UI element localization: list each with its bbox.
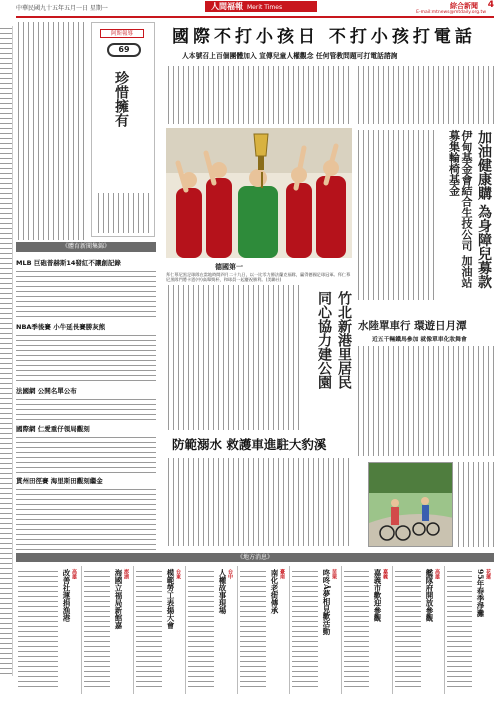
brief-tennis (16, 424, 156, 474)
header-rule (16, 16, 494, 18)
local-title: 嘉義市歡迎參觀 (373, 569, 382, 622)
local-title: 海國立福局新館嘉 (114, 569, 123, 629)
photo-note: 拜仁慕尼黑足球隊在當地時間四月二十九日，以一比零力勝法蘭克福隊，贏得德國足球冠軍。拜仁慕尼黑隊門將卡恩(中)高舉獎杯，和球員一起慶祝勝利。(美聯社) (166, 272, 351, 282)
page-number: 4 (487, 0, 494, 10)
local-item (393, 565, 443, 695)
lead-subheadline: 人本號召上百個團體加入 宣傳兒童人權觀念 任何管教問題可打電話諮詢 (182, 52, 398, 60)
bike-article-body-2 (456, 462, 494, 547)
local-item (290, 565, 340, 695)
local-body (447, 569, 472, 691)
brief-headline: NBA季後賽 小牛延長賽勝灰熊 (16, 323, 106, 331)
local-item (186, 565, 236, 695)
local-item (445, 565, 494, 695)
masthead (205, 1, 317, 12)
brief-body (16, 397, 156, 423)
local-item (238, 565, 288, 695)
divider (392, 566, 393, 694)
bike-subheadline: 近五千輛鐵馬參加 就像單車化妝舞會 (372, 337, 467, 343)
local-body (84, 569, 110, 691)
park-headline-2: 同心協力建公園 (316, 291, 332, 389)
sports-section-bar: 《體育新聞集錦》 (16, 242, 156, 252)
charity-article-body (356, 130, 436, 300)
local-tag: 台中 (227, 569, 233, 579)
contact-email: E-mail:mtnews@mtdaily.org.tw (416, 10, 486, 15)
park-article-body (166, 285, 301, 430)
local-tag: 嘉義 (382, 569, 388, 579)
brief-headline: 法國網 公開名單公布 (16, 387, 77, 395)
column-body (96, 193, 150, 233)
brief-headline: 國際網 仁愛重仔領局觀刻 (16, 425, 90, 433)
issue-date: 中華民國九十五年五月一日 星期一 (16, 5, 108, 12)
local-body (395, 569, 421, 691)
local-body (18, 569, 58, 691)
divider (444, 566, 445, 694)
bike-article-body (356, 346, 494, 456)
local-title: 南化老街傳承 (270, 569, 279, 614)
local-body (240, 569, 266, 691)
local-item (82, 565, 132, 695)
rescue-article-body (166, 458, 352, 546)
local-title: 艦隊府開放參觀 (425, 569, 434, 622)
brief-body (16, 487, 156, 551)
soccer-celebration-photo (166, 128, 352, 258)
park-headline-block (298, 285, 354, 425)
divider (289, 566, 290, 694)
divider (133, 566, 134, 694)
local-tag: 花蓮 (485, 569, 491, 579)
local-tag: 苗栗 (331, 569, 337, 579)
divider (81, 566, 82, 694)
brief-headline: 貫州田徑賽 海里斯田觀刻繼金 (16, 477, 103, 485)
lead-article-body-right (356, 66, 494, 124)
masthead-title: 人間福報 (211, 2, 243, 11)
local-body (292, 569, 318, 691)
charity-subheadline: 伊甸基金會結合生技公司 加油站 募集輪椅基金 (447, 130, 473, 288)
local-item (16, 565, 80, 695)
park-headline-1: 竹北新港里居民 (336, 291, 352, 389)
article-body-left (16, 22, 86, 240)
divider (341, 566, 342, 694)
brief-french-open (16, 386, 156, 422)
local-title: 改善社運捐漁港 (62, 569, 71, 622)
brief-headline: MLB 巨砲普赫斯14發紅不讓創記錄 (16, 259, 121, 267)
local-tag: 高雄 (71, 569, 77, 579)
local-title: 人權故事現場 (218, 569, 227, 614)
divider (237, 566, 238, 694)
lead-headline-block (160, 22, 495, 66)
masthead-english: Merit Times (247, 4, 283, 11)
cyclists-photo (368, 462, 453, 547)
photo-caption: 德國第一 (215, 263, 243, 271)
local-title: 咚咚Å夢相見歡活動 (322, 569, 331, 635)
brief-body (16, 435, 156, 475)
local-title: 模範勞工表揚大會 (166, 569, 175, 629)
local-body (188, 569, 214, 691)
rescue-headline: 防範溺水 救護車進駐大豹溪 (172, 437, 327, 452)
local-item (134, 565, 184, 695)
local-item (342, 565, 391, 695)
brief-body (16, 333, 156, 385)
local-body (344, 569, 369, 691)
local-title: 95年春季淨灘 (476, 569, 485, 617)
lead-headline: 國際不打小孩日 不打小孩打電話 (172, 27, 476, 47)
local-news-bar: 《地方消息》 (16, 553, 494, 562)
local-body (136, 569, 162, 691)
local-tag: 澎湖 (123, 569, 129, 579)
brief-mlb (16, 258, 156, 320)
page-header (0, 0, 500, 18)
charity-headline-block (440, 130, 496, 300)
local-tag: 臺南 (279, 569, 285, 579)
edge-text-strip (0, 26, 13, 676)
bike-headline: 水陸單車行 環遊日月潭 (358, 320, 467, 332)
column-tag: 阿斯報導 (100, 29, 144, 38)
column-box (91, 22, 155, 237)
column-number: 69 (107, 43, 141, 57)
local-tag: 台東 (175, 569, 181, 579)
divider (185, 566, 186, 694)
brief-track (16, 476, 156, 550)
local-tag: 高雄 (434, 569, 440, 579)
brief-body (16, 269, 156, 321)
section-name: 綜合新聞 (450, 2, 478, 10)
charity-headline: 加油健康購 為身障兒募款 (476, 130, 492, 289)
brief-nba (16, 322, 156, 384)
column-title: 珍惜擁有 (113, 71, 129, 127)
lead-article-body (166, 66, 352, 124)
